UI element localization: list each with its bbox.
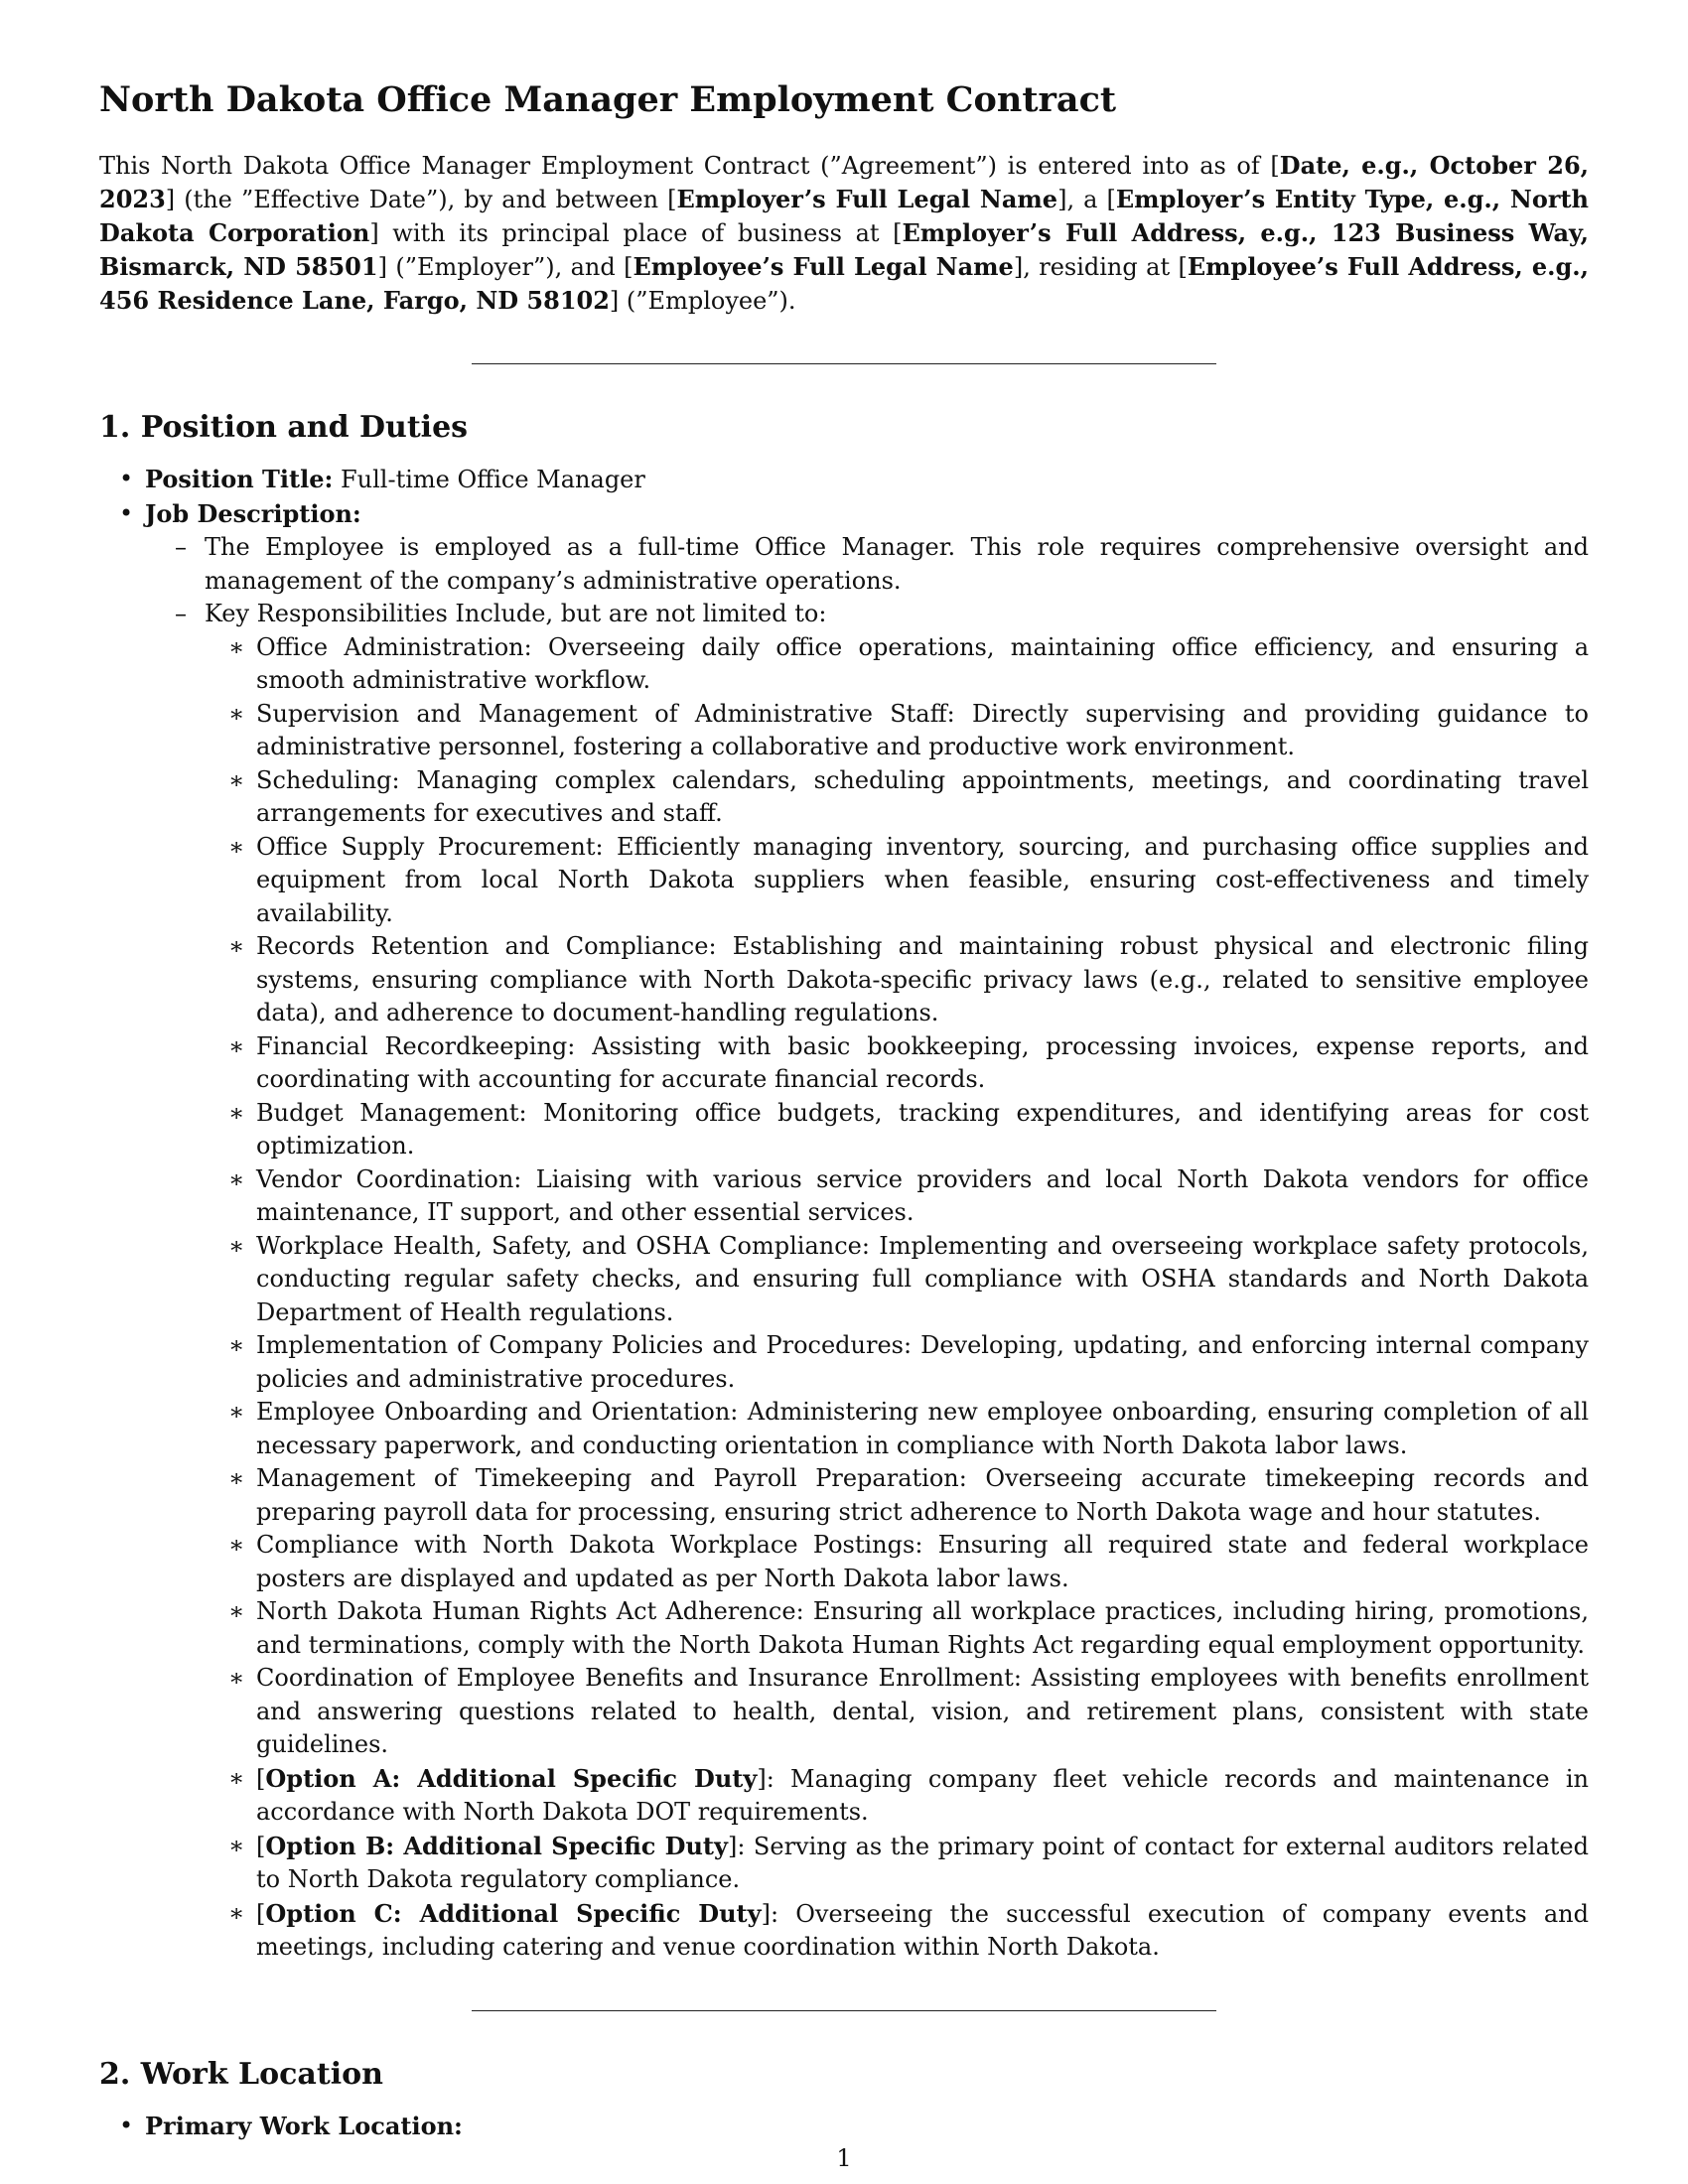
optional-duty-label: Option A: Additional Specific Duty bbox=[265, 1763, 758, 1793]
responsibilities-list bbox=[205, 631, 1589, 1965]
intro-placeholder-field: Employer’s Entity Type, e.g., North Dakota Corporation bbox=[99, 185, 1589, 247]
responsibility-item bbox=[256, 1396, 1589, 1462]
responsibility-item bbox=[256, 1030, 1589, 1097]
responsibility-item bbox=[256, 1462, 1589, 1529]
intro-text: ] (the ”Effective Date”), by and between [ bbox=[165, 186, 677, 213]
responsibility-item bbox=[256, 631, 1589, 698]
primary-work-location-label: Primary Work Location: bbox=[145, 2111, 463, 2140]
responsibility-item bbox=[256, 698, 1589, 764]
responsibility-text: Records Retention and Compliance: Establishing and maintaining robust physical and electronic filing systems, ensuring compliance with North Dakota-specific privacy laws (e.g., related to sensitive employee data), and adherence to document-handling regulations. bbox=[256, 932, 1589, 1026]
key-responsibilities-item bbox=[205, 598, 1589, 1965]
section-divider bbox=[472, 2010, 1216, 2011]
responsibility-text: Budget Management: Monitoring office budgets, tracking expenditures, and identifying areas for cost optimization. bbox=[256, 1098, 1589, 1160]
responsibility-item bbox=[256, 1595, 1589, 1662]
responsibility-text: Coordination of Employee Benefits and Insurance Enrollment: Assisting employees with benefits enrollment and answering questions related to health, dental, vision, and retirement plans, consistent with state guidelines. bbox=[256, 1664, 1589, 1758]
responsibility-text: Compliance with North Dakota Workplace Postings: Ensuring all required state and federal workplace posters are displayed and updated as per North Dakota labor laws. bbox=[256, 1531, 1589, 1592]
responsibility-text: Workplace Health, Safety, and OSHA Compliance: Implementing and overseeing workplace safety protocols, conducting regular safety checks, and ensuring full compliance with OSHA standards and North Dakota Department of Health regulations. bbox=[256, 1231, 1589, 1326]
job-description-list bbox=[145, 531, 1589, 1965]
responsibility-item bbox=[256, 1230, 1589, 1330]
responsibility-item: ∗ [Option B: Additional Specific Duty]: Serving as the primary point of contact for external auditors related to North Dakota regulatory compliance. bbox=[256, 1830, 1589, 1897]
responsibility-text: Financial Recordkeeping: Assisting with basic bookkeeping, processing invoices, expense reports, and coordinating with accounting for accurate financial records. bbox=[256, 1031, 1589, 1093]
responsibility-text: Scheduling: Managing complex calendars, scheduling appointments, meetings, and coordinating travel arrangements for executives and staff. bbox=[256, 765, 1589, 827]
responsibility-item bbox=[256, 1662, 1589, 1762]
optional-duty-label: Option C: Additional Specific Duty bbox=[265, 1898, 762, 1928]
responsibility-text: : Serving as the primary point of contact for external auditors related to North Dakota regulatory compliance. bbox=[256, 1832, 1590, 1893]
page-number: 1 bbox=[836, 2144, 852, 2172]
responsibility-text: North Dakota Human Rights Act Adherence: Ensuring all workplace practices, including hiring, promotions, and terminations, comply with the North Dakota Human Rights Act regarding equal employment opportunity. bbox=[256, 1597, 1589, 1659]
intro-text: ], residing at [ bbox=[1013, 253, 1188, 281]
responsibility-item bbox=[256, 1529, 1589, 1595]
document-title: North Dakota Office Manager Employment Contract bbox=[99, 79, 1117, 120]
intro-text: ] with its principal place of business at [ bbox=[369, 219, 903, 247]
intro-placeholder-field: Employee’s Full Address, e.g., 456 Residence Lane, Fargo, ND 58102 bbox=[99, 252, 1590, 315]
responsibility-text: : Managing company fleet vehicle records and maintenance in accordance with North Dakota DOT requirements. bbox=[256, 1764, 1589, 1826]
responsibility-text: Employee Onboarding and Orientation: Administering new employee onboarding, ensuring completion of all necessary paperwork, and conducting orientation in compliance with North Dakota labor laws. bbox=[256, 1398, 1589, 1459]
intro-placeholder-field: Employee’s Full Legal Name bbox=[633, 252, 1014, 281]
responsibility-item bbox=[256, 764, 1589, 831]
responsibility-item: ∗ [Option A: Additional Specific Duty]: Managing company fleet vehicle records and maintenance in accordance with North Dakota DOT requirements. bbox=[256, 1762, 1589, 1830]
responsibility-item bbox=[256, 1097, 1589, 1163]
responsibility-text: : Overseeing the successful execution of company events and meetings, including catering and venue coordination within North Dakota. bbox=[256, 1899, 1589, 1961]
responsibility-item: ∗ [Option C: Additional Specific Duty]: Overseeing the successful execution of company events and meetings, including catering and venue coordination within North Dakota. bbox=[256, 1897, 1589, 1965]
intro-text: ] (”Employer”), and [ bbox=[377, 253, 633, 281]
responsibility-item bbox=[256, 831, 1589, 931]
intro-text: This North Dakota Office Manager Employment Contract (”Agreement”) is entered into as of bbox=[99, 152, 1271, 180]
section-divider bbox=[472, 363, 1216, 364]
position-title-value: Full-time Office Manager bbox=[341, 466, 645, 493]
responsibility-text: Management of Timekeeping and Payroll Preparation: Overseeing accurate timekeeping records and preparing payroll data for processing, ensuring strict adherence to North Dakota wage and hour statutes. bbox=[256, 1464, 1589, 1526]
responsibility-item bbox=[256, 1163, 1589, 1230]
job-description-text: – The Employee is employed as a full-time Office Manager. This role requires comprehensive oversight and management of the company’s administrative operations. bbox=[205, 531, 1589, 598]
responsibility-text: Vendor Coordination: Liaising with various service providers and local North Dakota vendors for office maintenance, IT support, and other essential services. bbox=[256, 1164, 1589, 1226]
intro-text: ], a [ bbox=[1057, 186, 1116, 213]
responsibility-text: Implementation of Company Policies and Procedures: Developing, updating, and enforcing internal company policies and administrative procedures. bbox=[256, 1331, 1589, 1393]
responsibility-item bbox=[256, 1329, 1589, 1396]
responsibility-text: Office Administration: Overseeing daily office operations, maintaining office efficiency, and ensuring a smooth administrative workflow. bbox=[256, 632, 1589, 694]
responsibility-text: Office Supply Procurement: Efficiently managing inventory, sourcing, and purchasing office supplies and equipment from local North Dakota suppliers when feasible, ensuring cost-effectiveness and timely availability. bbox=[256, 832, 1589, 927]
job-description-item bbox=[145, 497, 1589, 1965]
key-responsibilities-intro: Key Responsibilities Include, but are not limited to: bbox=[205, 600, 827, 627]
position-title-item bbox=[145, 463, 1589, 497]
position-title-label: Position Title: bbox=[145, 465, 334, 493]
primary-work-location-item bbox=[145, 2110, 1589, 2144]
intro-placeholder-field: Employer’s Full Legal Name bbox=[676, 185, 1058, 213]
job-description-label: Job Description: bbox=[145, 498, 361, 528]
intro-text: ] (”Employee”). bbox=[609, 287, 796, 315]
intro-text: [ bbox=[1270, 152, 1280, 180]
responsibility-text: Supervision and Management of Administrative Staff: Directly supervising and providing guidance to administrative personnel, fostering a collaborative and productive work environment. bbox=[256, 699, 1589, 760]
optional-duty-label: Option B: Additional Specific Duty bbox=[265, 1831, 728, 1860]
intro-placeholder-field: Date, e.g., October 26, 2023 bbox=[99, 151, 1589, 213]
section-heading-work-location: 2. Work Location bbox=[99, 2056, 383, 2092]
position-duties-list bbox=[99, 463, 1589, 1965]
work-location-list bbox=[99, 2110, 1589, 2144]
section-heading-position-duties: 1. Position and Duties bbox=[99, 410, 469, 445]
responsibility-item bbox=[256, 930, 1589, 1030]
intro-placeholder-field: Employer’s Full Address, e.g., 123 Business Way, Bismarck, ND 58501 bbox=[99, 218, 1590, 281]
intro-paragraph bbox=[99, 149, 1589, 318]
document-page bbox=[99, 79, 1589, 2143]
